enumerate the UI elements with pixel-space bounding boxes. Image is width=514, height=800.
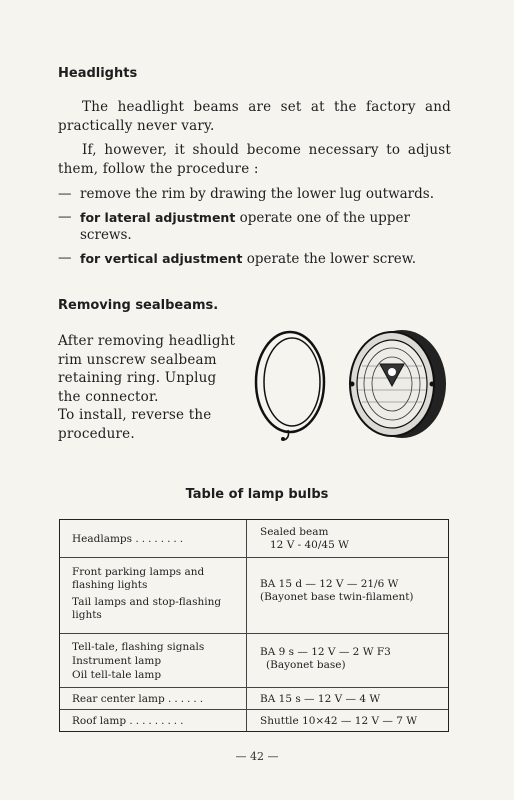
headlights-paragraph-2: If, however, it should become necessary to adjust them, follow the procedure : — [58, 142, 451, 177]
lamp-bulbs-table — [59, 519, 449, 732]
bullet-dash: — — [58, 250, 72, 266]
table-caption: Table of lamp bulbs — [185, 487, 329, 502]
bullet-bold-term: for vertical adjustment — [80, 251, 243, 266]
bullet-dash: — — [58, 209, 72, 225]
bullet-text: operate the lower screw. — [242, 251, 417, 267]
bulb-spec: Shuttle 10×42 — 12 V — 7 W — [260, 715, 418, 727]
bulb-spec: BA 15 d — 12 V — 21/6 W (Bayonet base twin-filament) — [260, 578, 414, 603]
lamp-name: Tell-tale, flashing signals Instrument lamp Oil tell-tale lamp — [72, 641, 205, 681]
bullet-content — [80, 209, 451, 244]
page-number: — 42 — — [235, 750, 279, 763]
bullet-vertical-adjustment — [58, 250, 451, 270]
bulb-spec: BA 9 s — 12 V — 2 W F3 (Bayonet base) — [260, 646, 391, 671]
lamp-name: Front parking lamps and flashing lights Tail lamps and stop-flashing lights — [72, 566, 222, 621]
bulb-spec: Sealed beam 12 V - 40/45 W — [260, 526, 349, 551]
bullet-remove-rim — [58, 186, 451, 206]
sealbeams-paragraph-2: To install, reverse the procedure. — [58, 407, 212, 442]
bullet-text: remove the rim by drawing the lower lug outwards. — [80, 186, 434, 202]
bullet-bold-term: for lateral adjustment — [80, 210, 236, 225]
table-row — [60, 520, 448, 558]
sealbeams-heading: Removing sealbeams. — [58, 298, 219, 313]
lamp-name: Headlamps ........ — [72, 533, 187, 545]
bullet-text: operate one of the upper screws. — [80, 210, 410, 243]
sealbeam-unit-drawing — [350, 330, 447, 438]
bullet-dash: — — [58, 186, 72, 202]
sealbeams-paragraph-1: After removing headlight rim unscrew sealbeam retaining ring. Unplug the connector. — [58, 333, 236, 405]
table-row — [60, 558, 448, 634]
table-row — [60, 634, 448, 688]
headlight-illustration — [252, 326, 448, 442]
lamp-name: Roof lamp ......... — [72, 715, 187, 727]
table-row — [60, 710, 448, 732]
headlight-rim-drawing — [256, 332, 324, 441]
lamp-name: Rear center lamp ...... — [72, 693, 207, 705]
bullet-content — [80, 250, 451, 268]
table-row — [60, 688, 448, 710]
bullet-lateral-adjustment — [58, 209, 451, 245]
bulb-spec: BA 15 s — 12 V — 4 W — [260, 693, 381, 705]
headlights-paragraph-1: The headlight beams are set at the factory and practically never vary. — [58, 99, 451, 134]
headlights-heading: Headlights — [58, 66, 138, 81]
